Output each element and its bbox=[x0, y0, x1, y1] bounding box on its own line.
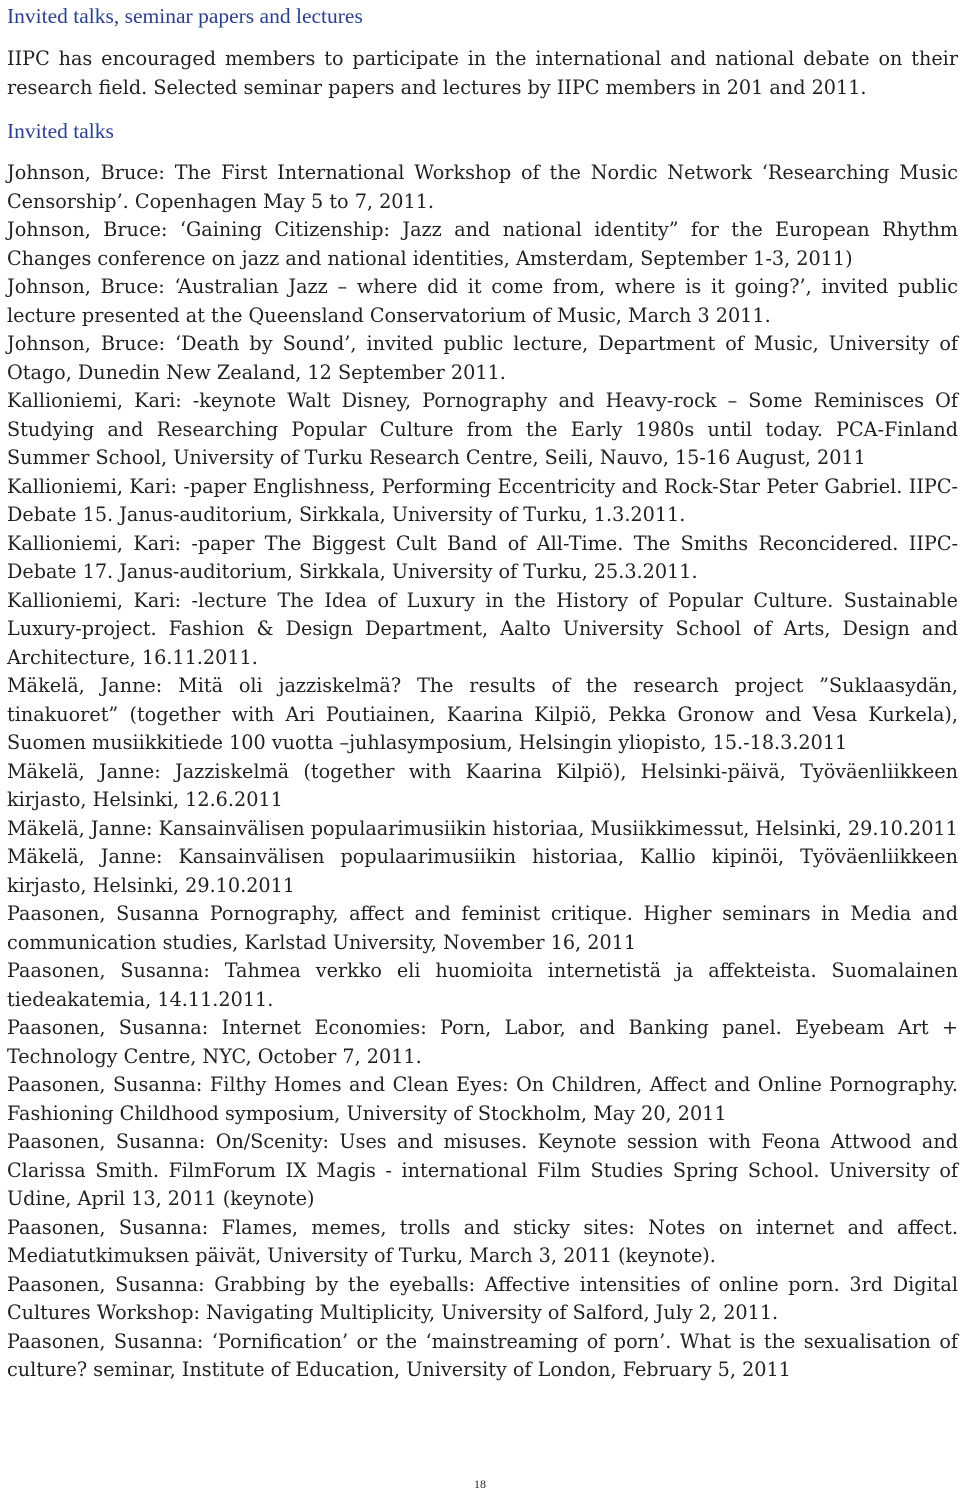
talk-entry: Paasonen, Susanna: On/Scenity: Uses and misuses. Keynote session with Feona Attwood and Clarissa Smith. FilmForum IX Magis - international Film Studies Spring School. University of Udine, April 13, 2011 (keynote) bbox=[7, 1130, 958, 1210]
talk-entry: Johnson, Bruce: The First International Workshop of the Nordic Network ‘Researching Music Censorship’. Copenhagen May 5 to 7, 2011. bbox=[7, 161, 958, 213]
subsection-title: Invited talks bbox=[7, 119, 114, 143]
talk-entry: Kallioniemi, Kari: -paper The Biggest Cult Band of All-Time. The Smiths Reconcidered. IIPC-Debate 17. Janus-auditorium, Sirkkala, University of Turku, 25.3.2011. bbox=[7, 531, 958, 583]
talk-entry: Paasonen, Susanna: Flames, memes, trolls and sticky sites: Notes on internet and affect. Mediatutkimuksen päivät, University of Turku, March 3, 2011 (keynote). bbox=[7, 1215, 958, 1267]
talk-entry: Johnson, Bruce: ‘Death by Sound’, invited public lecture, Department of Music, University of Otago, Dunedin New Zealand, 12 September 2011. bbox=[7, 332, 958, 384]
talk-entry: Johnson, Bruce: ‘Gaining Citizenship: Jazz and national identity” for the European Rhythm Changes conference on jazz and national identities, Amsterdam, September 1-3, 2011) bbox=[7, 218, 958, 270]
intro-paragraph: IIPC has encouraged members to participate in the international and national debate on their research field. Selected seminar papers and lectures by IIPC members in 201 and 2011. bbox=[7, 47, 958, 99]
talk-entry: Mäkelä, Janne: Mitä oli jazziskelmä? The results of the research project ”Suklaasydän, tinakuoret” (together with Ari Poutiainen, Kaarina Kilpiö, Pekka Gronow and Vesa Kurkela), Suomen musiikkitiede 100 vuotta –juhlasymposium, Helsingin yliopisto, 15.-18.3.2011 bbox=[7, 674, 958, 754]
talk-entry: Paasonen, Susanna: Tahmea verkko eli huomioita internetistä ja affekteista. Suomalainen tiedeakatemia, 14.11.2011. bbox=[7, 959, 958, 1011]
page-number: 18 bbox=[474, 1477, 486, 1491]
talk-entry: Mäkelä, Janne: Kansainvälisen populaarimusiikin historiaa, Kallio kipinöi, Työväenliikkeen kirjasto, Helsinki, 29.10.2011 bbox=[7, 845, 958, 897]
talk-entry: Mäkelä, Janne: Kansainvälisen populaarimusiikin historiaa, Musiikkimessut, Helsinki, 29.10.2011 bbox=[7, 816, 958, 840]
talk-entry: Paasonen, Susanna: ‘Pornification’ or the ‘mainstreaming of porn’. What is the sexualisation of culture? seminar, Institute of Education, University of London, February 5, 2011 bbox=[7, 1329, 958, 1381]
talk-entry: Kallioniemi, Kari: -keynote Walt Disney, Pornography and Heavy-rock – Some Reminisces Of Studying and Researching Popular Culture from the Early 1980s until today. PCA-Finland Summer School, University of Turku Research Centre, Seili, Nauvo, 15-16 August, 2011 bbox=[7, 389, 958, 469]
talk-entry: Kallioniemi, Kari: -paper Englishness, Performing Eccentricity and Rock-Star Peter Gabriel. IIPC-Debate 15. Janus-auditorium, Sirkkala, University of Turku, 1.3.2011. bbox=[7, 474, 958, 526]
talk-entry: Paasonen, Susanna: Filthy Homes and Clean Eyes: On Children, Affect and Online Pornography. Fashioning Childhood symposium, University of Stockholm, May 20, 2011 bbox=[7, 1073, 958, 1125]
document-page bbox=[7, 2, 958, 1385]
talk-entry: Paasonen, Susanna Pornography, affect and feminist critique. Higher seminars in Media and communication studies, Karlstad University, November 16, 2011 bbox=[7, 902, 958, 954]
talk-entry: Paasonen, Susanna: Grabbing by the eyeballs: Affective intensities of online porn. 3rd Digital Cultures Workshop: Navigating Multiplicity, University of Salford, July 2, 2011. bbox=[7, 1272, 958, 1324]
section-title: Invited talks, seminar papers and lectures bbox=[7, 4, 363, 28]
talk-entry: Johnson, Bruce: ‘Australian Jazz – where did it come from, where is it going?’, invited public lecture presented at the Queensland Conservatorium of Music, March 3 2011. bbox=[7, 275, 958, 327]
talk-entry: Kallioniemi, Kari: -lecture The Idea of Luxury in the History of Popular Culture. Sustainable Luxury-project. Fashion & Design Department, Aalto University School of Arts, Design and Architecture, 16.11.2011. bbox=[7, 588, 958, 669]
talks-list bbox=[7, 159, 958, 1385]
talk-entry: Mäkelä, Janne: Jazziskelmä (together with Kaarina Kilpiö), Helsinki-päivä, Työväenliikkeen kirjasto, Helsinki, 12.6.2011 bbox=[7, 759, 958, 811]
talk-entry: Paasonen, Susanna: Internet Economies: Porn, Labor, and Banking panel. Eyebeam Art + Technology Centre, NYC, October 7, 2011. bbox=[7, 1016, 958, 1068]
